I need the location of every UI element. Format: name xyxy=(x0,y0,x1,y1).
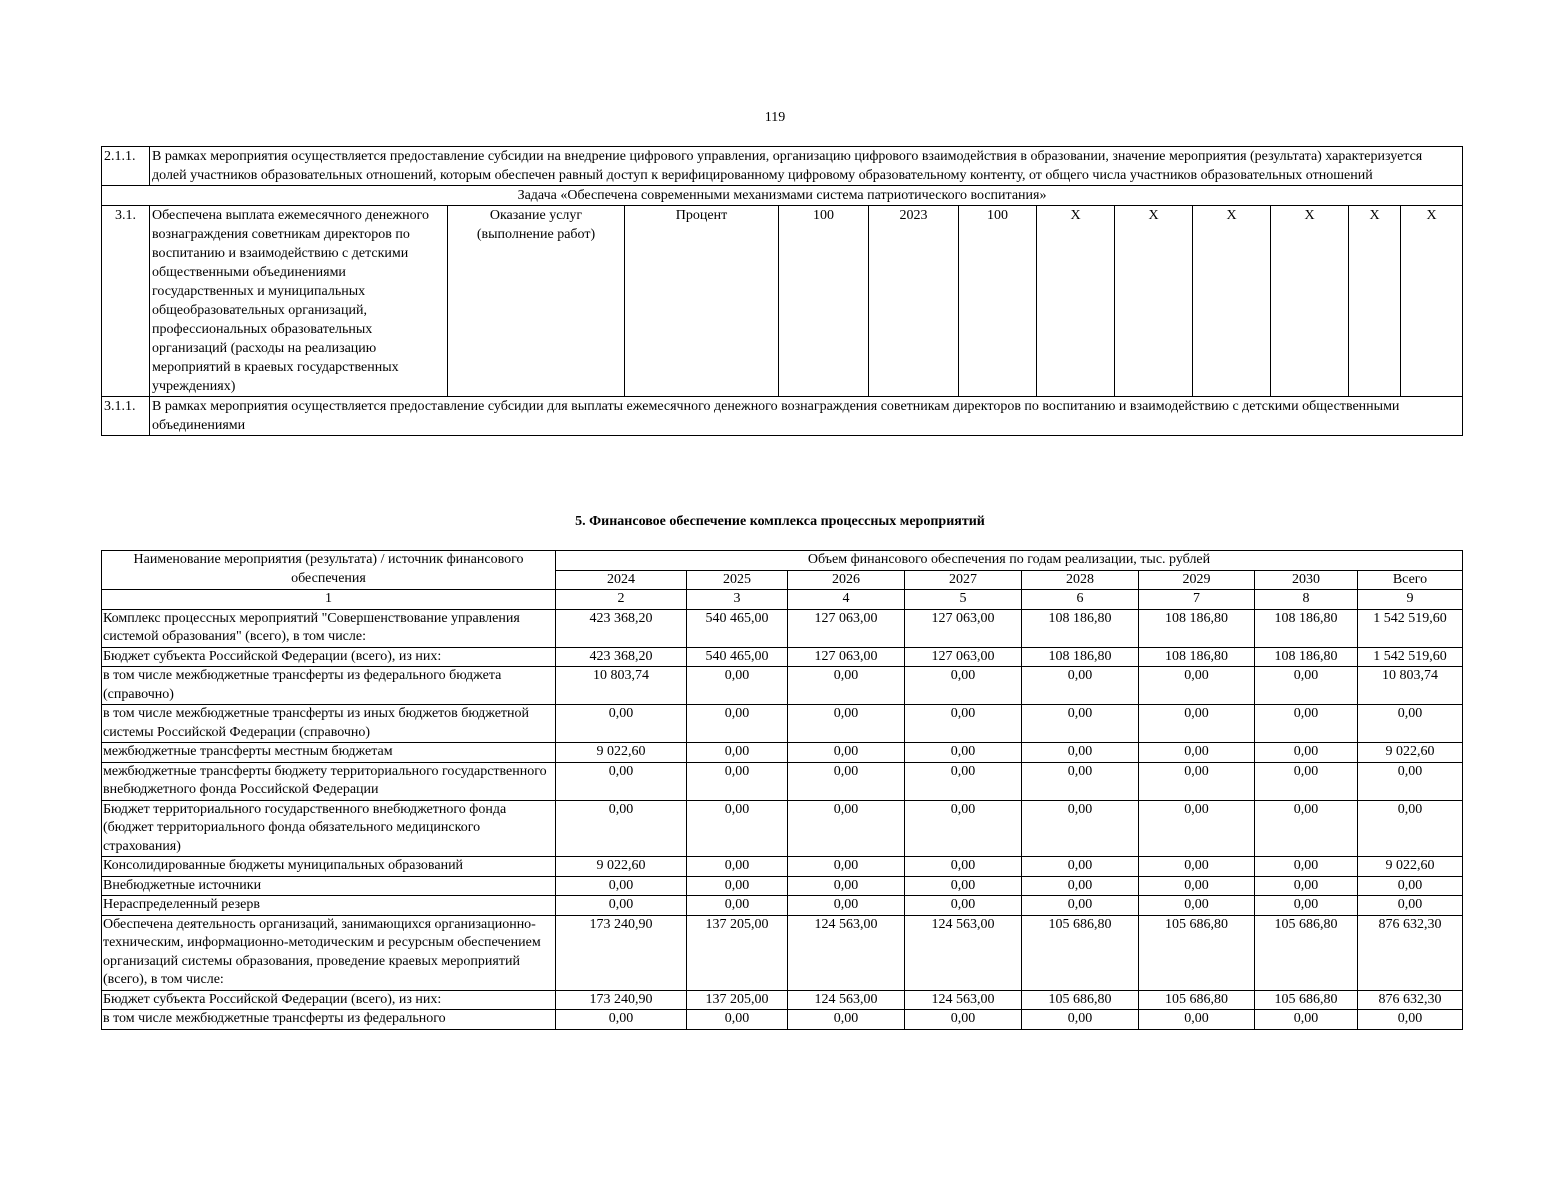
table-row xyxy=(102,609,1463,647)
value-cell: 0,00 xyxy=(1255,667,1358,705)
value-cell: 0,00 xyxy=(1139,762,1255,800)
value-cell: 0,00 xyxy=(556,1010,687,1030)
value-cell: 0,00 xyxy=(1358,896,1463,916)
table-row xyxy=(102,762,1463,800)
value-cell: 0,00 xyxy=(687,743,788,763)
value-cell: 0,00 xyxy=(1022,857,1139,877)
value-cell: 9 022,60 xyxy=(1358,857,1463,877)
value-2026: Х xyxy=(1115,206,1193,397)
row-name: Комплекс процессных мероприятий "Совершенствование управления системой образования" (всего), в том числе: xyxy=(102,609,556,647)
table-row xyxy=(102,743,1463,763)
value-cell: 0,00 xyxy=(905,876,1022,896)
row-number: 3.1.1. xyxy=(102,397,150,436)
column-numbers-row xyxy=(102,590,1463,610)
table-row xyxy=(102,876,1463,896)
value-cell: 0,00 xyxy=(1022,876,1139,896)
task-row xyxy=(102,186,1463,206)
value-cell: 540 465,00 xyxy=(687,647,788,667)
value-cell: 0,00 xyxy=(1139,896,1255,916)
value-cell: 124 563,00 xyxy=(788,915,905,990)
value-cell: 0,00 xyxy=(687,1010,788,1030)
value-cell: 0,00 xyxy=(556,896,687,916)
year-header: 2026 xyxy=(788,570,905,590)
value-2024: 100 xyxy=(959,206,1037,397)
value-cell: 0,00 xyxy=(556,705,687,743)
value-cell: 0,00 xyxy=(1022,800,1139,857)
row-name: Бюджет субъекта Российской Федерации (всего), из них: xyxy=(102,990,556,1010)
row-description: В рамках мероприятия осуществляется предоставление субсидии на внедрение цифрового управления, организацию цифрового взаимодействия в образовании, значение мероприятия (результата) характеризуется долей участников образовательных отношений, которым обеспечен равный доступ к верифицированному цифровому образовательному контенту, от общего числа участников образовательных отношений xyxy=(150,147,1463,186)
value-cell: 0,00 xyxy=(556,800,687,857)
header-volume: Объем финансового обеспечения по годам реализации, тыс. рублей xyxy=(556,551,1463,571)
row-name: Консолидированные бюджеты муниципальных образований xyxy=(102,857,556,877)
value-cell: 1 542 519,60 xyxy=(1358,609,1463,647)
results-table xyxy=(101,146,1463,436)
value-cell: 1 542 519,60 xyxy=(1358,647,1463,667)
value-cell: 0,00 xyxy=(1022,1010,1139,1030)
value-cell: 108 186,80 xyxy=(1022,647,1139,667)
value-cell: 0,00 xyxy=(1255,743,1358,763)
col-number: 6 xyxy=(1022,590,1139,610)
result-type: Оказание услуг (выполнение работ) xyxy=(448,206,625,397)
value-cell: 124 563,00 xyxy=(905,915,1022,990)
value-cell: 127 063,00 xyxy=(905,609,1022,647)
value-cell: 0,00 xyxy=(788,1010,905,1030)
table-row xyxy=(102,896,1463,916)
page-number: 119 xyxy=(764,110,786,125)
header-row-1 xyxy=(102,551,1463,571)
value-cell: 0,00 xyxy=(1139,705,1255,743)
value-cell: 0,00 xyxy=(905,896,1022,916)
row-name: Внебюджетные источники xyxy=(102,876,556,896)
value-cell: 105 686,80 xyxy=(1139,915,1255,990)
value-cell: 0,00 xyxy=(1358,1010,1463,1030)
value-cell: 0,00 xyxy=(556,762,687,800)
value-cell: 9 022,60 xyxy=(556,743,687,763)
value-cell: 0,00 xyxy=(687,857,788,877)
value-cell: 0,00 xyxy=(1139,857,1255,877)
row-number: 3.1. xyxy=(102,206,150,397)
col-number: 2 xyxy=(556,590,687,610)
value-cell: 0,00 xyxy=(905,800,1022,857)
value-cell: 9 022,60 xyxy=(1358,743,1463,763)
value-cell: 0,00 xyxy=(788,743,905,763)
finance-table xyxy=(101,550,1463,1030)
row-name: Нераспределенный резерв xyxy=(102,896,556,916)
table-row xyxy=(102,915,1463,990)
value-cell: 0,00 xyxy=(905,705,1022,743)
value-cell: 0,00 xyxy=(1255,857,1358,877)
year-header: 2027 xyxy=(905,570,1022,590)
section-title: 5. Финансовое обеспечение комплекса процессных мероприятий xyxy=(575,514,985,529)
value-cell: 0,00 xyxy=(556,876,687,896)
col-number: 3 xyxy=(687,590,788,610)
row-name: Бюджет субъекта Российской Федерации (всего), из них: xyxy=(102,647,556,667)
unit: Процент xyxy=(625,206,779,397)
value-cell: 10 803,74 xyxy=(1358,667,1463,705)
value-cell: 0,00 xyxy=(1255,800,1358,857)
value-cell: 0,00 xyxy=(1022,896,1139,916)
value-cell: 0,00 xyxy=(788,896,905,916)
table-row xyxy=(102,647,1463,667)
value-2029: Х xyxy=(1349,206,1401,397)
col-number: 9 xyxy=(1358,590,1463,610)
value-2028: Х xyxy=(1271,206,1349,397)
value-cell: 876 632,30 xyxy=(1358,915,1463,990)
value-cell: 9 022,60 xyxy=(556,857,687,877)
value-cell: 876 632,30 xyxy=(1358,990,1463,1010)
value-cell: 0,00 xyxy=(905,667,1022,705)
value-cell: 0,00 xyxy=(1022,667,1139,705)
value-cell: 0,00 xyxy=(1358,762,1463,800)
year-header: 2025 xyxy=(687,570,788,590)
value-cell: 0,00 xyxy=(1358,800,1463,857)
row-number: 2.1.1. xyxy=(102,147,150,186)
value-cell: 0,00 xyxy=(905,1010,1022,1030)
value-2030: Х xyxy=(1401,206,1463,397)
value-cell: 0,00 xyxy=(1358,876,1463,896)
task-heading: Задача «Обеспечена современными механизмами система патриотического воспитания» xyxy=(102,186,1463,206)
row-name: в том числе межбюджетные трансферты из иных бюджетов бюджетной системы Российской Федерации (справочно) xyxy=(102,705,556,743)
value-cell: 105 686,80 xyxy=(1255,915,1358,990)
value-cell: 10 803,74 xyxy=(556,667,687,705)
result-name: Обеспечена выплата ежемесячного денежного вознаграждения советникам директоров по воспитанию и взаимодействию с детскими общественными объединениями государственных и муниципальных общеобразовательных организаций, профессиональных образовательных организаций (расходы на реализацию мероприятий в краевых государственных учреждениях) xyxy=(150,206,448,397)
value-cell: 108 186,80 xyxy=(1022,609,1139,647)
value-cell: 127 063,00 xyxy=(905,647,1022,667)
base-value: 100 xyxy=(779,206,869,397)
value-cell: 0,00 xyxy=(1255,705,1358,743)
value-cell: 0,00 xyxy=(1139,667,1255,705)
value-cell: 0,00 xyxy=(1358,705,1463,743)
value-cell: 0,00 xyxy=(788,800,905,857)
year-header: Всего xyxy=(1358,570,1463,590)
year-header: 2029 xyxy=(1139,570,1255,590)
finance-body xyxy=(102,609,1463,1029)
row-name: в том числе межбюджетные трансферты из федерального бюджета (справочно) xyxy=(102,667,556,705)
row-name: межбюджетные трансферты местным бюджетам xyxy=(102,743,556,763)
year-header: 2028 xyxy=(1022,570,1139,590)
value-cell: 105 686,80 xyxy=(1022,990,1139,1010)
value-cell: 540 465,00 xyxy=(687,609,788,647)
value-cell: 0,00 xyxy=(687,705,788,743)
value-cell: 0,00 xyxy=(788,857,905,877)
value-cell: 105 686,80 xyxy=(1022,915,1139,990)
row-name: Обеспечена деятельность организаций, занимающихся организационно-техническим, информационно-методическим и ресурсным обеспечением организаций системы образования, проведение краевых мероприятий (всего), в том числе: xyxy=(102,915,556,990)
value-cell: 0,00 xyxy=(1255,1010,1358,1030)
value-cell: 173 240,90 xyxy=(556,990,687,1010)
value-cell: 124 563,00 xyxy=(905,990,1022,1010)
row-name: межбюджетные трансферты бюджету территориального государственного внебюджетного фонда Российской Федерации xyxy=(102,762,556,800)
value-cell: 0,00 xyxy=(788,762,905,800)
value-cell: 0,00 xyxy=(1022,743,1139,763)
value-cell: 423 368,20 xyxy=(556,647,687,667)
value-cell: 0,00 xyxy=(1139,876,1255,896)
value-cell: 108 186,80 xyxy=(1255,609,1358,647)
value-cell: 0,00 xyxy=(1139,743,1255,763)
value-cell: 127 063,00 xyxy=(788,609,905,647)
row-name: в том числе межбюджетные трансферты из федерального xyxy=(102,1010,556,1030)
value-cell: 0,00 xyxy=(687,876,788,896)
row-3-1-1 xyxy=(102,397,1463,436)
col-number: 5 xyxy=(905,590,1022,610)
value-cell: 137 205,00 xyxy=(687,915,788,990)
value-2027: Х xyxy=(1193,206,1271,397)
col-number: 7 xyxy=(1139,590,1255,610)
value-cell: 0,00 xyxy=(788,705,905,743)
year-header: 2030 xyxy=(1255,570,1358,590)
value-cell: 0,00 xyxy=(1255,762,1358,800)
value-cell: 108 186,80 xyxy=(1255,647,1358,667)
value-2025: Х xyxy=(1037,206,1115,397)
value-cell: 124 563,00 xyxy=(788,990,905,1010)
value-cell: 137 205,00 xyxy=(687,990,788,1010)
row-2-1-1 xyxy=(102,147,1463,186)
value-cell: 173 240,90 xyxy=(556,915,687,990)
value-cell: 0,00 xyxy=(687,762,788,800)
header-name: Наименование мероприятия (результата) / источник финансового обеспечения xyxy=(102,551,556,590)
table-row xyxy=(102,667,1463,705)
value-cell: 0,00 xyxy=(687,896,788,916)
row-name: Бюджет территориального государственного внебюджетного фонда (бюджет территориального фонда обязательного медицинского страхования) xyxy=(102,800,556,857)
value-cell: 0,00 xyxy=(1255,876,1358,896)
value-cell: 423 368,20 xyxy=(556,609,687,647)
value-cell: 105 686,80 xyxy=(1255,990,1358,1010)
value-cell: 0,00 xyxy=(1139,800,1255,857)
col-number: 4 xyxy=(788,590,905,610)
row-3-1 xyxy=(102,206,1463,397)
value-cell: 0,00 xyxy=(905,743,1022,763)
value-cell: 105 686,80 xyxy=(1139,990,1255,1010)
value-cell: 0,00 xyxy=(687,667,788,705)
value-cell: 0,00 xyxy=(1255,896,1358,916)
value-cell: 0,00 xyxy=(1139,1010,1255,1030)
value-cell: 0,00 xyxy=(1022,762,1139,800)
year-header: 2024 xyxy=(556,570,687,590)
value-cell: 0,00 xyxy=(788,667,905,705)
row-description: В рамках мероприятия осуществляется предоставление субсидии для выплаты ежемесячного денежного вознаграждения советникам директоров по воспитанию и взаимодействию с детскими общественными объединениями xyxy=(150,397,1463,436)
table-row xyxy=(102,1010,1463,1030)
table-row xyxy=(102,857,1463,877)
value-cell: 0,00 xyxy=(687,800,788,857)
value-cell: 108 186,80 xyxy=(1139,609,1255,647)
value-cell: 0,00 xyxy=(788,876,905,896)
col-number: 1 xyxy=(102,590,556,610)
base-year: 2023 xyxy=(869,206,959,397)
value-cell: 0,00 xyxy=(1022,705,1139,743)
value-cell: 127 063,00 xyxy=(788,647,905,667)
value-cell: 0,00 xyxy=(905,857,1022,877)
value-cell: 0,00 xyxy=(905,762,1022,800)
value-cell: 108 186,80 xyxy=(1139,647,1255,667)
table-row xyxy=(102,800,1463,857)
col-number: 8 xyxy=(1255,590,1358,610)
table-row xyxy=(102,990,1463,1010)
table-row xyxy=(102,705,1463,743)
